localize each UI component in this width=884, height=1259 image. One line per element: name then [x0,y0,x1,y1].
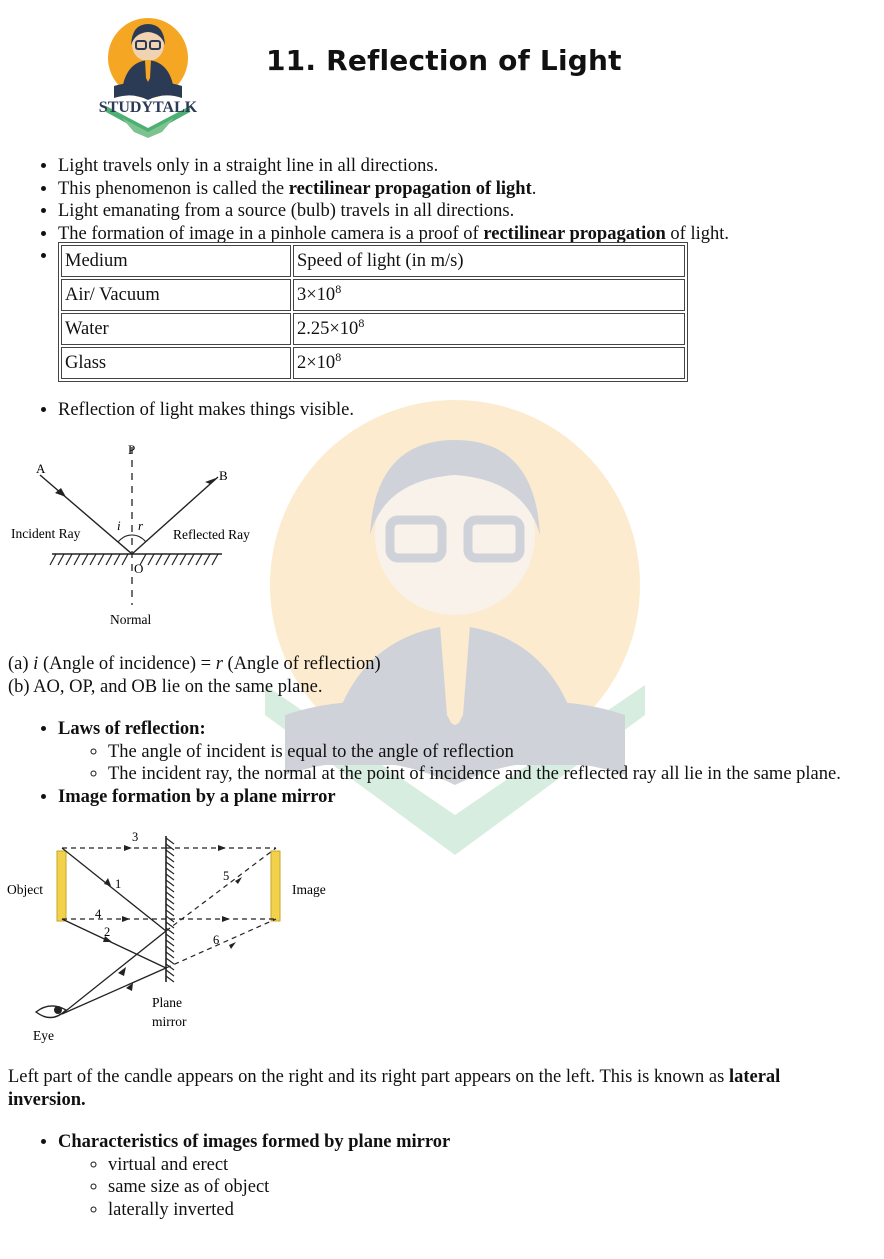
visibility-section [0,399,884,422]
table-cell-medium: Water [61,313,291,345]
characteristics-item [58,1131,884,1221]
label-object: Object [7,882,43,897]
label-reflected-ray: Reflected Ray [173,527,250,542]
characteristic-1: ◦ virtual and erect [108,1154,884,1177]
table-cell-medium: Glass [61,347,291,379]
intro-item-1: • Light travels only in a straight line in all directions. [58,155,884,178]
table-cell-speed: $3\times 10^8$ [293,279,685,311]
table-row [61,279,685,311]
plane-mirror-diagram [0,826,340,1048]
ray-label-1: 1 [115,877,122,891]
table-row [61,313,685,345]
characteristic-3: ◦ laterally inverted [108,1199,884,1222]
intro-item-3: • Light emanating from a source (bulb) travels in all directions. [58,200,884,223]
studytalk-logo [92,10,204,138]
label-i: i [117,518,121,533]
intro-item-2: • This phenomenon is called the rectilinear propagation of light. [58,178,884,201]
visibility-item: • Reflection of light makes things visible. [58,399,884,422]
label-normal: Normal [110,612,152,627]
laws-heading: Laws of reflection: [58,719,206,739]
ray-label-2: 2 [104,925,111,939]
intro-list [0,155,884,382]
intro-section [0,155,884,382]
laws-item [58,718,884,786]
label-r: r [138,518,144,533]
table-header-row [61,245,685,277]
angle-r-arc [132,535,146,542]
label-b: B [219,468,228,483]
characteristics-section [0,1131,884,1221]
label-incident-ray: Incident Ray [11,526,81,541]
intro-item-4: • The formation of image in a pinhole camera is a proof of rectilinear propagation of light. [58,223,884,246]
law-1: ◦ The angle of incident is equal to the angle of reflection [108,741,884,764]
angle-i-arc [118,535,132,542]
ray-label-4: 4 [95,907,102,921]
table-row [61,347,685,379]
reflected-ray [132,477,218,554]
table-header-medium: • Medium [61,245,291,277]
table-cell-medium: Air/ Vacuum [61,279,291,311]
table-item [58,245,884,382]
label-image: Image [292,882,326,897]
lateral-inversion-paragraph: Left part of the candle appears on the right and its right part appears on the left. This is known as lateral inversion. [8,1067,781,1110]
image-candle [271,851,280,921]
label-plane: Plane [152,995,182,1010]
logo-text: STUDYTALK [98,99,198,116]
table-cell-speed: $2\times 10^8$ [293,347,685,379]
speed-of-light-table [58,242,688,382]
page-title: 11. Reflection of Light [266,44,622,77]
statement-a: (a) i (Angle of incidence) = r (Angle of reflection) [8,654,381,674]
image-formation-item [58,786,884,809]
ray-label-5: 5 [223,869,230,883]
page-header [0,0,884,140]
watermark-logo [205,385,705,885]
table-cell-speed: $2.25\times 10^8$ [293,313,685,345]
label-mirror: mirror [152,1014,187,1029]
statement-b: (b) AO, OP, and OB lie on the same plane. [8,676,323,697]
label-eye: Eye [33,1028,54,1043]
law-2: ◦ The incident ray, the normal at the point of incidence and the reflected ray all lie in the same plane. [108,763,884,786]
object-candle [57,851,66,921]
label-o: O [134,561,144,576]
ray-label-3: 3 [132,830,139,844]
reflection-diagram [0,437,270,632]
label-p: P [128,442,136,457]
angle-statements [0,653,884,698]
laws-section [0,718,884,808]
ray-label-6: 6 [213,933,220,947]
label-a: A [36,461,46,476]
characteristics-heading: Characteristics of images formed by plane mirror [58,1132,451,1152]
table-header-speed: Speed of light (in m/s) [293,245,685,277]
mirror-hatching [166,838,174,982]
characteristic-2: ◦ same size as of object [108,1176,884,1199]
image-formation-heading: Image formation by a plane mirror [58,786,336,807]
